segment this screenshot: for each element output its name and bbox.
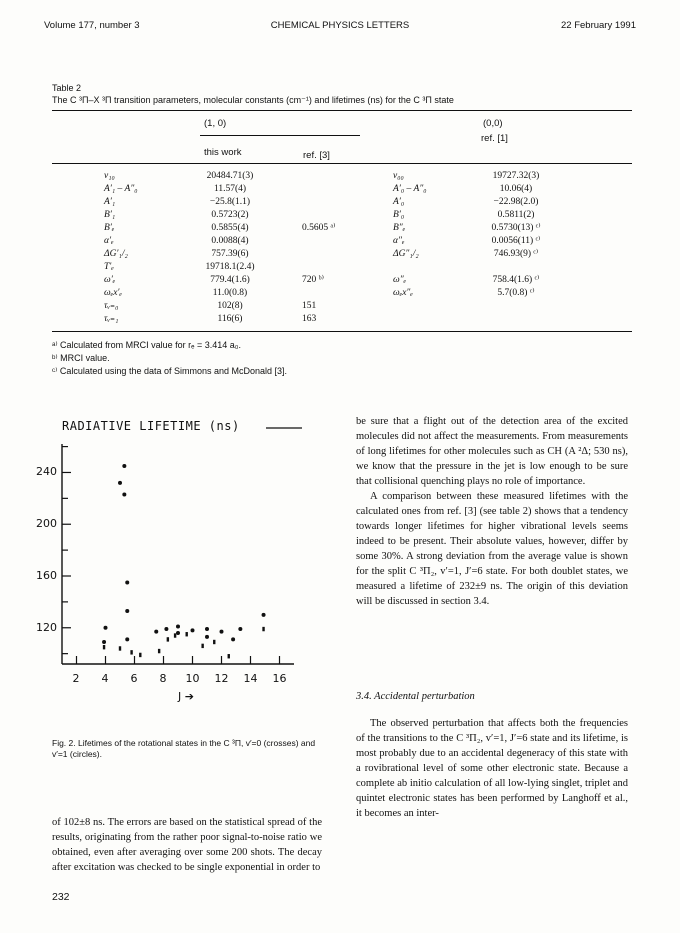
volume-label: Volume 177, number 3 [44,20,140,31]
plot-title: RADIATIVE LIFETIME (ns) [62,419,240,433]
data-point-circle [164,627,168,631]
data-point-cross [158,649,160,653]
table-bottom-rule [52,331,632,332]
table-cell-val2: 0.5730(13) ᶜ⁾ [491,223,541,233]
left-column-text [52,815,322,875]
table-cell-tw: 102(8) [217,301,243,311]
table-cell-sym: B′₁ [104,210,116,220]
table-cell-sym: ΔG′₁/₂ [104,249,128,259]
table-cell-sym: T′ₑ [104,262,114,272]
data-point-cross [103,645,105,649]
table-cell-sym: ν₁₀ [104,171,115,181]
band-1-0-header: (1, 0) [204,118,227,129]
y-tick-label: 160 [36,569,57,582]
data-point-circle [231,637,235,641]
data-point-circle [191,628,195,632]
y-tick-label: 120 [36,620,57,634]
table-cell-val2: 0.5811(2) [497,210,535,220]
y-tick-label: 240 [36,465,57,479]
data-point-cross [213,640,215,644]
data-point-circle [238,627,242,631]
table-cell-sym2: B″ₑ [393,223,406,233]
data-point-circle [205,635,209,639]
table-cell-sym: τᵥ₌₁ [104,314,119,324]
table-cell-tw: 0.5855(4) [211,223,249,233]
issue-date: 22 February 1991 [561,20,636,31]
table-cell-tw: 0.0088(4) [211,236,249,246]
table-cell-tw: 20484.71(3) [206,171,254,181]
table-cell-sym: ω′ₑ [104,275,116,285]
data-point-circle [176,624,180,628]
table-cell-val2: 19727.32(3) [492,171,540,181]
table-cell-tw: 11.57(4) [213,184,247,194]
table-cell-sym: τᵥ₌₀ [104,301,119,311]
data-point-circle [104,626,108,630]
data-point-circle [125,637,129,641]
x-tick-label: 6 [130,672,138,685]
band-0-0-header: (0,0) [483,118,503,129]
data-point-circle [205,627,209,631]
right-paragraph-3: The observed perturbation that affects both the frequencies of the transitions to the C ³Π₂, v′=1, J′=6 state and its lifetime, is most probably due to an accidental degeneracy of this state with a rovibrational level of some other electronic state. Because a complete ab initio calculation of all low-lying singlet, triplet and quintet electronic states has been performed by Langhoff et al., it becomes an inter- [356,718,628,819]
data-point-cross [130,650,132,654]
table-cell-val2: −22.98(2.0) [493,197,539,207]
ref3-header: ref. [3] [303,150,330,161]
page-number: 232 [52,891,70,903]
table-caption: The C ³Π–X ³Π transition parameters, molecular constants (cm⁻¹) and lifetimes (ns) for the C ³Π state [52,95,454,105]
section-heading: 3.4. Accidental perturbation [356,691,475,702]
table-label: Table 2 [52,83,82,93]
y-tick-label: 200 [36,517,57,531]
data-point-cross [174,633,176,637]
table-cell-sym2: ΔG″₁/₂ [393,249,419,259]
x-axis-label: J ➔ [178,690,194,703]
data-point-circle [125,609,129,613]
table-cell-sym: A′₁ [104,197,116,207]
right-column-text-2 [356,716,628,821]
journal-title: CHEMICAL PHYSICS LETTERS [270,20,410,31]
data-point-cross [119,646,121,650]
table-header-rule [52,163,632,164]
footnote-b: ᵇ⁾ MRCI value. [52,353,110,363]
table-cell-val2: 758.4(1.6) ᶜ⁾ [492,275,540,285]
table-top-rule [52,110,632,111]
plot-canvas [44,410,314,710]
table-cell-val2: 5.7(0.8) ᶜ⁾ [497,288,535,298]
data-point-cross [139,653,141,657]
table-cell-ref: 720 ᵇ⁾ [302,275,324,285]
table-cell-sym: ωₑx′ₑ [104,288,122,298]
table-cell-sym2: A′₀ – A″₀ [393,184,427,194]
data-point-circle [220,630,224,634]
table-cell-tw: 11.0(0.8) [212,288,248,298]
table-cell-val2: 10.06(4) [499,184,533,194]
x-tick-label: 4 [101,672,109,685]
x-tick-label: 8 [159,672,167,685]
table-cell-sym2: ν₀₀ [393,171,404,181]
data-point-circle [118,481,122,485]
table-cell-sym2: α″ₑ [393,236,405,246]
table-cell-tw: 0.5723(2) [211,210,249,220]
table-cell-sym: B′ₑ [104,223,115,233]
table-cell-ref: 163 [302,314,317,324]
table-cell-val2: 0.0056(11) ᶜ⁾ [491,236,541,246]
table-cell-tw: 757.39(6) [211,249,249,259]
data-point-circle [122,492,126,496]
right-paragraph-2: A comparison between these measured lifetimes with the calculated ones from ref. [3] (see table 2) shows that a tendency towards longer lifetimes for higher vibrational levels seems indeed to be present. Their absolute values, however, differ by some 30%. A strong deviation from the average value is shown for the split C ³Π₂, v′=1, J′=6 state. For both doublet states, we measured a lifetime of 232±9 ns. The origin of this deviation will be discussed in section 3.4. [356,491,628,607]
data-point-cross [167,637,169,641]
footnote-a: ᵃ⁾ Calculated from MRCI value for rₑ = 3.414 a₀. [52,340,241,350]
table-cell-sym2: ωₑx″ₑ [393,288,413,298]
data-point-circle [125,580,129,584]
figure-caption: Fig. 2. Lifetimes of the rotational states in the C ³Π, v′=0 (crosses) and v′=1 (circles). [52,738,316,759]
table-cell-tw: 779.4(1.6) [210,275,250,285]
x-tick-label: 10 [185,672,200,685]
left-paragraph: of 102±8 ns. The errors are based on the statistical spread of the results, originating from the rather poor signal-to-noise ratio we obtained, even after averaging over some 200 shots. The decay after excitation was checked to be single exponential in order to [52,817,322,873]
data-point-circle [262,613,266,617]
data-point-cross [228,654,230,658]
running-head [44,20,636,34]
table-cell-sym2: A′₀ [393,197,405,207]
ref1-header: ref. [1] [481,133,508,144]
data-point-cross [201,644,203,648]
table-cell-sym2: B′₀ [393,210,405,220]
data-point-circle [154,630,158,634]
table-cell-ref: 0.5605 ᵃ⁾ [302,223,336,233]
table-cell-sym: α′ₑ [104,236,114,246]
data-point-circle [102,640,106,644]
data-point-cross [186,632,188,636]
this-work-header: this work [204,147,242,158]
x-tick-label: 2 [72,672,80,685]
table-cell-ref: 151 [302,301,317,311]
table-cell-sym2: ω″ₑ [393,275,407,285]
band-1-0-rule [200,135,360,136]
data-point-cross [262,627,264,631]
right-column-text [356,414,628,609]
table-cell-tw: 19718.1(2.4) [205,262,255,272]
table-cell-tw: 116(6) [217,314,243,324]
x-tick-label: 12 [214,672,229,685]
data-point-circle [176,631,180,635]
footnote-c: ᶜ⁾ Calculated using the data of Simmons and McDonald [3]. [52,366,288,376]
x-tick-label: 16 [272,672,287,685]
table-cell-tw: −25.8(1.1) [209,197,251,207]
right-paragraph-1: be sure that a flight out of the detection area of the excited molecules did not affect the measurements. From measurements of long lifetimes for other molecules such as CH (A ²Δ; 530 ns), we know that the pressure in the jet is low enough to be sure that collisional quenching plays no role of importance. [356,416,628,487]
table-cell-val2: 746.93(9) ᶜ⁾ [493,249,539,259]
x-tick-label: 14 [243,672,258,685]
table-cell-sym: A′₁ – A″₀ [104,184,138,194]
lifetime-plot [36,410,314,710]
data-point-circle [122,464,126,468]
